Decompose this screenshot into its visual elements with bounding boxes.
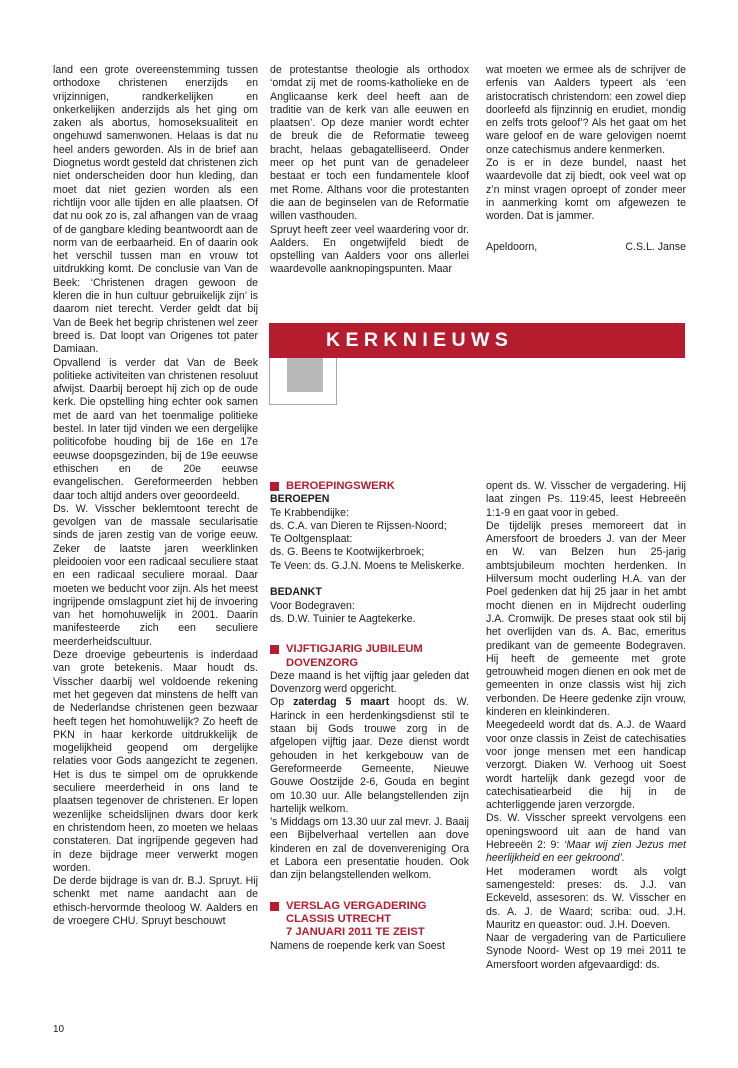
section-title: KERKNIEUWS (326, 329, 514, 351)
list-item: Te Krabbendijke: (270, 506, 349, 519)
bullet-square-icon (270, 482, 279, 491)
news-column-2 (486, 480, 686, 972)
banner-gray-square (287, 358, 323, 392)
paragraph: Het moderamen wordt als volgt samengesteld: preses: ds. J.J. van Eckeveld, assesoren: ds. W. Visscher en ds. A. J. de Waard; scriba: oud. J.H. Mauritz en queastor: oud. J.H. Doeven. (486, 865, 686, 931)
paragraph: De tijdelijk preses memoreert dat in Amersfoort de broeders J. van der Meer en W. van Belzen hun 25-jarig ambtsjubileum mochten herdenken. In Hilversum mocht ouderling H.A. van der Poel gedenken dat hij 25 jaar in het ambt mocht dienen en in Mijdrecht ouderling J.A. Cromwijk. De preses staat ook stil bij het overlijden van ds. A. Bac, emeritus predikant van de gemeente Bodegraven. Hij heeft de gemeente met grote getrouwheid mogen dienen en ook met de gemeenten in onze classis wist hij zich verbonden. De Heere gedenke zijn vrouw, kinderen en kleinkinderen. (486, 519, 686, 719)
paragraph: Meegedeeld wordt dat ds. A.J. de Waard voor onze classis in Zeist de catechisaties voor jonge mensen met een handicap verzorgt. Diaken W. Verhoog uit Soest wordt hartelijk dank gezegd voor de catechisatiearbeid die hij in de achterliggende jaren verzorgde. (486, 719, 686, 812)
paragraph: Naar de vergadering van de Particuliere Synode Noord- West op 19 mei 2011 te Amersfoort worden afgevaardigd: ds. (486, 932, 686, 971)
section-heading-verslag: VERSLAG VERGADERING CLASSIS UTRECHT 7 JANUARI 2011 TE ZEIST (270, 900, 469, 940)
page-number: 10 (53, 1024, 65, 1035)
paragraph: Namens de roepende kerk van Soest (270, 939, 445, 952)
paragraph: Zo is er in deze bundel, naast het waardevolle dat zij biedt, ook veel wat op z’n minst vragen oproept of zonder meer in aanmerking komt om afgewezen te worden. Dat is jammer. (486, 157, 686, 223)
paragraph: De derde bijdrage is van dr. B.J. Spruyt. Hij schenkt met name aandacht aan de ethisch-hervormde theoloog W. Aalders en de vroegere CHU. Spruyt beschouwt (53, 875, 258, 927)
list-item: ds. G. Beens te Kootwijkerbroek; (270, 546, 425, 559)
section-heading-jubileum: VIJFTIGJARIG JUBILEUM DOVENZORG (270, 643, 469, 670)
subheading-beroepen: BEROEPEN (270, 493, 330, 506)
section-heading-beroepingswerk: BEROEPINGSWERK (270, 480, 469, 493)
list-item: ds. C.A. van Dieren te Rijssen-Noord; (270, 519, 447, 532)
signature-place: Apeldoorn, (486, 240, 538, 253)
paragraph: Spruyt heeft zeer veel waardering voor dr. Aalders. En ongetwijfeld biedt de opstelling van Aalders voor ons allerlei waardevolle aanknopingspunten. Maar (270, 223, 469, 276)
list-item: Voor Bodegraven: (270, 599, 355, 612)
paragraph: Op zaterdag 5 maart hoopt ds. W. Harinck in een herdenkingsdienst stil te staan bij Gods trouwe zorg in de afgelopen vijftig jaar. Deze dienst wordt gehouden in het kerkgebouw van de Gereformeerde Gemeente, Nieuwe Gouwe Oostzijde 2-6, Gouda en begint om 10.30 uur. Alle belangstellenden zijn hartelijk welkom. (270, 696, 469, 815)
article-column-2 (270, 64, 469, 277)
paragraph: Ds. W. Visscher beklemtoont terecht de gevolgen van de massale secularisatie sinds de jaren zestig van de vorige eeuw. Zeker de laatste jaren weerklinken pleidooien voor een radicaal seculiere staat en een radicaal seculiere moraal. Daar moeten we beducht voor zijn. Als het meest ingrijpende omslagpunt ziet hij de invoering van het homohuwelijk in 2001. Daarin manifesteerde zich een seculiere meerderheidscultuur. (53, 502, 258, 648)
paragraph: Ds. W. Visscher spreekt vervolgens een openingswoord uit aan de hand van Hebreeën 2: 9: ‘Maar wij zien Jezus met heerlijkheid en eer gekroond’. (486, 812, 687, 865)
article-column-3 (486, 64, 686, 254)
news-column-1 (270, 480, 469, 953)
paragraph: de protestantse theologie als orthodox ‘omdat zij met de rooms-katholieke en de Anglicaanse kerk deel heeft aan de traditie van de kerk van alle eeuwen en plaatsen’. Op deze manier wordt echter de breuk die de Reformatie teweeg bracht, helaas gebagatelliseerd. Onder meer op het punt van de genadeleer bestaat er toch een fundamentele kloof met Rome. Althans voor die protestanten die aan de beginselen van de Reformatie willen vasthouden. (270, 64, 469, 223)
paragraph: Opvallend is verder dat Van de Beek politieke activiteiten van christenen resoluut afwijst. Daarbij beroept hij zich op de oude kerk. Die opstelling hing echter ook samen met de aard van het toenmalige politieke bestel. In later tijd vinden we een dergelijke politicofobe houding bij de 16e en 17e eeuwse doopsgezinden, bij de 19e eeuwse ethischen en de 20e eeuwse evangelischen. Gereformeerden hebben daar toch altijd anders over geoordeeld. (53, 356, 258, 502)
article-column-1 (53, 64, 258, 928)
list-item: Te Ooltgensplaat: (270, 533, 353, 546)
paragraph: wat moeten we ermee als de schrijver de erfenis van Aalders typeert als ‘een aristocratisch christendom: een zowel diep doorleefd als fijnzinnig en erudiet, mondig en zelfs trots geloof’? Als het gaat om het ware geloof en de ware gelovigen noemt onze catechismus andere kenmerken. (486, 64, 686, 156)
bullet-square-icon (270, 902, 279, 911)
list-item: ds. D.W. Tuinier te Aagtekerke. (270, 612, 416, 625)
list-item: Te Veen: ds. G.J.N. Moens te Meliskerke. (270, 559, 465, 572)
subheading-bedankt: BEDANKT (270, 586, 322, 599)
paragraph: ’s Middags om 13.30 uur zal mevr. J. Baaij een Bijbelverhaal vertellen aan dove kinderen en zal de dovenvereniging Ora et Labora een presentatie houden. Ook dan zijn belangstellenden welkom. (270, 816, 469, 882)
paragraph: Deze maand is het vijftig jaar geleden dat Dovenzorg werd opgericht. (270, 669, 469, 696)
signature-author: C.S.L. Janse (625, 240, 686, 253)
paragraph: Deze droevige gebeurtenis is inderdaad van grote betekenis. Maar houdt ds. Visscher daarbij wel voldoende rekening met het gegeven dat minstens de helft van de Nederlandse christenen geen bezwaar heeft tegen het homohuwelijk? Zo heeft de PKN in haar kerkorde uitdrukkelijk de mogelijkheid geopend om dergelijke relaties voor Gods aangezicht te zegenen. Het is dus te simpel om de oprukkende seculiere meerderheid in ons land te plaatsen tegenover de christenen. Er lopen wezenlijke scheidslijnen dwars door kerk en christendom heen, zo moeten we helaas constateren. Dat ingrijpende gegeven had in deze bijdrage meer verwerkt mogen worden. (53, 649, 258, 874)
signature (486, 241, 686, 254)
paragraph: land een grote overeenstemming tussen orthodoxe christenen enerzijds en vrijzinnigen, randkerkelijken en onkerkelijken anderzijds als het ging om zaken als abortus, homoseksualiteit en ongehuwd samenwonen. Helaas is dat nu heel anders geworden. Als in de brief aan Diognetus wordt gesteld dat christenen zich niet onderscheiden door hun kleding, dan moet dat niet gezien worden als een richtlijn voor alle tijden en alle plaatsen. Of dat nu ook zo is, zal afhangen van de vraag of de gangbare kleding beantwoordt aan de norm van de eerbaarheid. En of daarin ook het verschil tussen man en vrouw tot uitdrukking komt. De conclusie van Van de Beek: ‘Christenen dragen gewoon de kleren die in hun cultuur gebruikelijk zijn’ is daarom niet terecht. Verder geldt dat bij Van de Beek het begrip christenen wel zeer breed is. Dat loopt van Origenes tot pater Damiaan. (53, 64, 258, 356)
bullet-square-icon (270, 645, 279, 654)
paragraph: opent ds. W. Visscher de vergadering. Hij laat zingen Ps. 119:45, leest Hebreeën 1:1-9 en gaat voor in gebed. (486, 480, 686, 519)
